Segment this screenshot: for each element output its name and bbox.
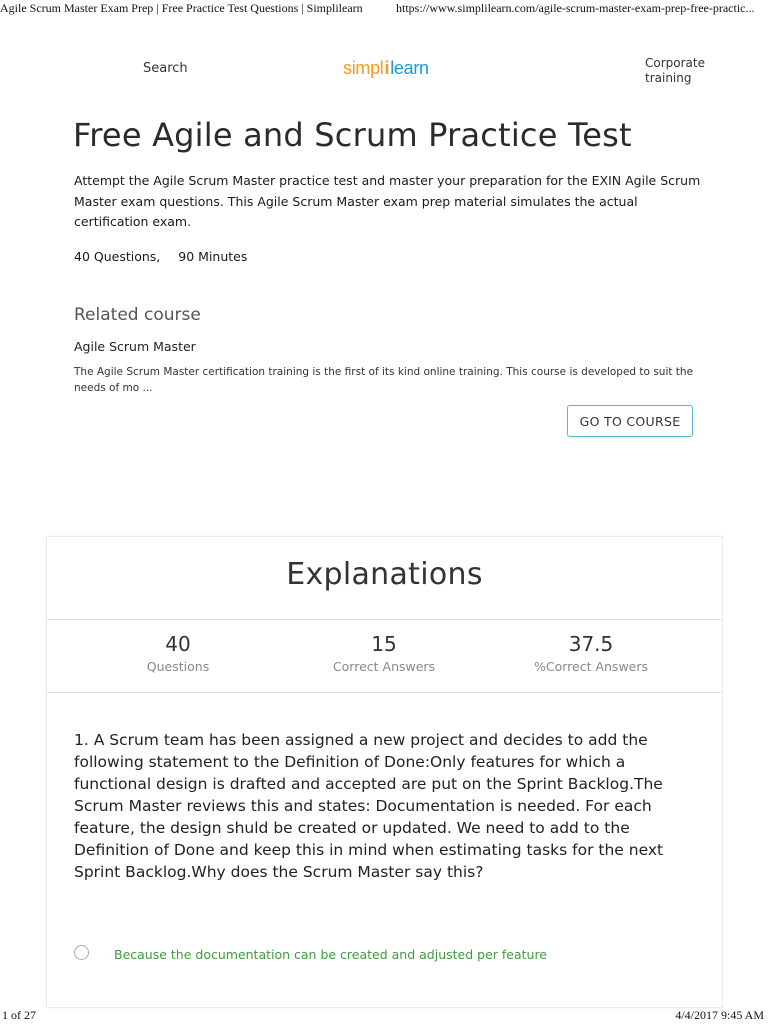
radio-button[interactable] xyxy=(74,945,89,960)
explanations-card xyxy=(46,536,723,1008)
corporate-training-link[interactable]: Corporate training xyxy=(645,56,705,85)
intro-text: Attempt the Agile Scrum Master practice test and master your preparation for the EXIN Agile Scrum Master exam questions. This Agile Scrum Master exam prep material simulates the actual certification exam. xyxy=(74,173,701,229)
stat-label: Questions xyxy=(146,659,210,674)
question-text: 1. A Scrum team has been assigned a new project and decides to add the following statement to the Definition of Done:Only features for which a functional design is drafted and accepted are put on the Sprint Backlog.The Scrum Master reviews this and states: Documentation is needed. For each feature, the design shuld be created or updated. We need to add to the Definition of Done and keep this in mind when estimating tasks for the next Sprint Backlog.Why does the Scrum Master say this? xyxy=(74,731,664,881)
course-description: The Agile Scrum Master certification training is the first of its kind online training. This course is developed to suit the needs of mo ... xyxy=(74,366,694,394)
logo-text-sep: i xyxy=(384,58,390,78)
questions-count: 40 Questions, xyxy=(74,249,161,264)
stat-label: %Correct Answers xyxy=(533,659,649,674)
page-number: 1 of 27 xyxy=(2,1008,36,1022)
print-header xyxy=(0,0,768,20)
test-meta xyxy=(74,249,247,264)
stat-percent-correct xyxy=(491,632,691,674)
stat-correct-answers xyxy=(284,632,484,674)
stat-value: 15 xyxy=(371,632,397,656)
stats-row xyxy=(47,619,722,693)
answer-option-label: Because the documentation can be created and adjusted per feature xyxy=(114,947,548,962)
stat-value: 37.5 xyxy=(568,632,614,656)
page-title: Free Agile and Scrum Practice Test xyxy=(73,116,632,154)
go-to-course-button[interactable]: GO TO COURSE xyxy=(567,405,693,437)
logo-text-part2: learn xyxy=(390,58,429,78)
answer-option[interactable] xyxy=(74,943,694,965)
stat-questions xyxy=(78,632,278,674)
simplilearn-logo[interactable] xyxy=(343,58,429,79)
print-page-title: Agile Scrum Master Exam Prep | Free Practice Test Questions | Simplilearn xyxy=(0,1,363,15)
print-footer xyxy=(0,1006,768,1024)
logo-text-part1: simpl xyxy=(343,58,384,78)
duration: 90 Minutes xyxy=(178,249,248,264)
print-datetime: 4/4/2017 9:45 AM xyxy=(675,1008,764,1022)
explanations-title: Explanations xyxy=(286,557,483,592)
stat-value: 40 xyxy=(165,632,191,656)
print-page-url: https://www.simplilearn.com/agile-scrum-master-exam-prep-free-practic... xyxy=(396,1,755,15)
search-link[interactable]: Search xyxy=(143,61,188,76)
course-name: Agile Scrum Master xyxy=(74,339,196,354)
stat-label: Correct Answers xyxy=(332,659,436,674)
related-course-heading: Related course xyxy=(74,305,201,325)
